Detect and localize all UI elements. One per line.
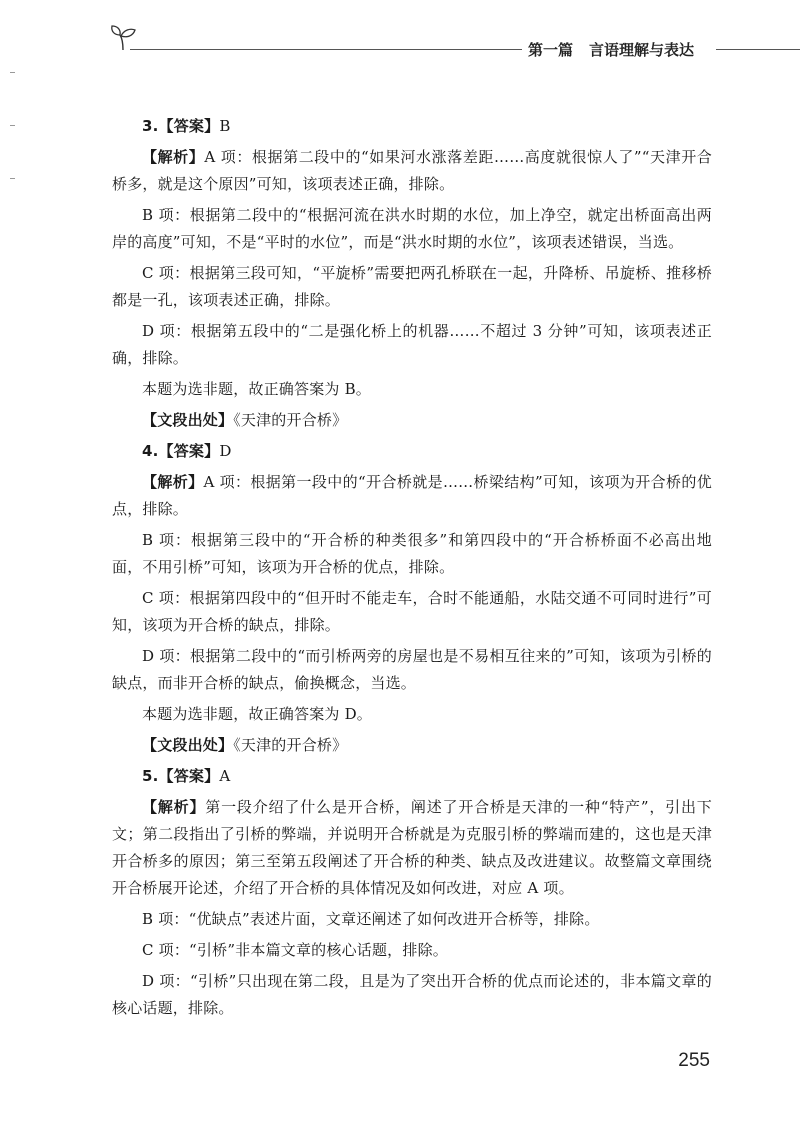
paragraph: [112, 260, 712, 314]
paragraph: [112, 732, 712, 759]
paragraph-text: 《天津的开合桥》: [233, 411, 348, 429]
paragraph-text: 本题为选非题，故正确答案为 B。: [142, 380, 371, 398]
paragraph-text: D 项：根据第五段中的“二是强化桥上的机器……不超过 3 分钟”可知，该项表述正确，排除。: [112, 322, 712, 367]
section-title: [528, 38, 694, 62]
paragraph-label: 【文段出处】: [142, 411, 234, 429]
paragraph: [112, 376, 712, 403]
page-number: 255: [678, 1050, 710, 1071]
paragraph-text: B 项：“优缺点”表述片面，文章还阐述了如何改进开合桥等，排除。: [142, 910, 600, 928]
paragraph-text: A: [219, 767, 231, 785]
paragraph: [112, 438, 712, 465]
paragraph-text: B 项：根据第二段中的“根据河流在洪水时期的水位，加上净空，就定出桥面高出两岸的高度”可知，不是“平时的水位”，而是“洪水时期的水位”，该项表述错误，当选。: [112, 206, 712, 251]
paragraph-text: D 项：根据第二段中的“而引桥两旁的房屋也是不易相互往来的”可知，该项为引桥的缺点，而非开合桥的缺点，偷换概念，当选。: [112, 647, 712, 692]
paragraph: [112, 763, 712, 790]
paragraph: [112, 318, 712, 372]
paragraph: [112, 701, 712, 728]
paragraph: [112, 906, 712, 933]
paragraph-label: 【解析】: [142, 473, 204, 491]
paragraph-label: 【文段出处】: [142, 736, 234, 754]
margin-tick: [10, 178, 15, 179]
paragraph-text: D: [219, 442, 232, 460]
margin-tick: [10, 72, 15, 73]
paragraph-text: B: [219, 117, 231, 135]
paragraph-label: 【解析】: [142, 798, 206, 816]
paragraph: [112, 202, 712, 256]
header-rule-right: [716, 49, 800, 50]
paragraph-label: 4.【答案】: [142, 442, 220, 460]
paragraph-text: C 项：根据第四段中的“但开时不能走车，合时不能通船，水陆交通不可同时进行”可知，该项为开合桥的缺点，排除。: [112, 589, 712, 634]
paragraph-text: 本题为选非题，故正确答案为 D。: [142, 705, 372, 723]
paragraph-text: A 项：根据第一段中的“开合桥就是……桥梁结构”可知，该项为开合桥的优点，排除。: [112, 473, 712, 518]
section-name: 言语理解与表达: [589, 41, 695, 59]
paragraph-text: 《天津的开合桥》: [233, 736, 348, 754]
paragraph: [112, 794, 712, 902]
paragraph-label: 【解析】: [142, 148, 205, 166]
paragraph-text: C 项：根据第三段可知，“平旋桥”需要把两孔桥联在一起，升降桥、吊旋桥、推移桥都是一孔，该项表述正确，排除。: [112, 264, 712, 309]
sprout-icon: [108, 22, 138, 52]
paragraph-label: 3.【答案】: [142, 117, 220, 135]
paragraph: [112, 643, 712, 697]
page-header: [0, 0, 800, 80]
paragraph: [112, 527, 712, 581]
paragraph: [112, 937, 712, 964]
section-part: 第一篇: [528, 41, 574, 59]
paragraph: [112, 968, 712, 1022]
paragraph-text: D 项：“引桥”只出现在第二段，且是为了突出开合桥的优点而论述的，非本篇文章的核心话题，排除。: [112, 972, 712, 1017]
margin-tick: [10, 125, 15, 126]
paragraph: [112, 144, 712, 198]
header-rule-left: [130, 49, 522, 50]
paragraph-text: A 项：根据第二段中的“如果河水涨落差距……高度就很惊人了”“天津开合桥多，就是这个原因”可知，该项表述正确，排除。: [112, 148, 712, 193]
paragraph: [112, 407, 712, 434]
answer-explanations: [112, 113, 712, 1026]
paragraph-text: C 项：“引桥”非本篇文章的核心话题，排除。: [142, 941, 448, 959]
paragraph: [112, 113, 712, 140]
paragraph: [112, 585, 712, 639]
paragraph-text: 第一段介绍了什么是开合桥，阐述了开合桥是天津的一种“特产”，引出下文；第二段指出了引桥的弊端，并说明开合桥就是为克服引桥的弊端而建的，这也是天津开合桥多的原因；第三至第五段阐述了开合桥的种类、缺点及改进建议。故整篇文章围绕开合桥展开论述，介绍了开合桥的具体情况及如何改进，对应 A 项。: [112, 798, 712, 897]
paragraph: [112, 469, 712, 523]
paragraph-label: 5.【答案】: [142, 767, 220, 785]
paragraph-text: B 项：根据第三段中的“开合桥的种类很多”和第四段中的“开合桥桥面不必高出地面，不用引桥”可知，该项为开合桥的优点，排除。: [112, 531, 712, 576]
